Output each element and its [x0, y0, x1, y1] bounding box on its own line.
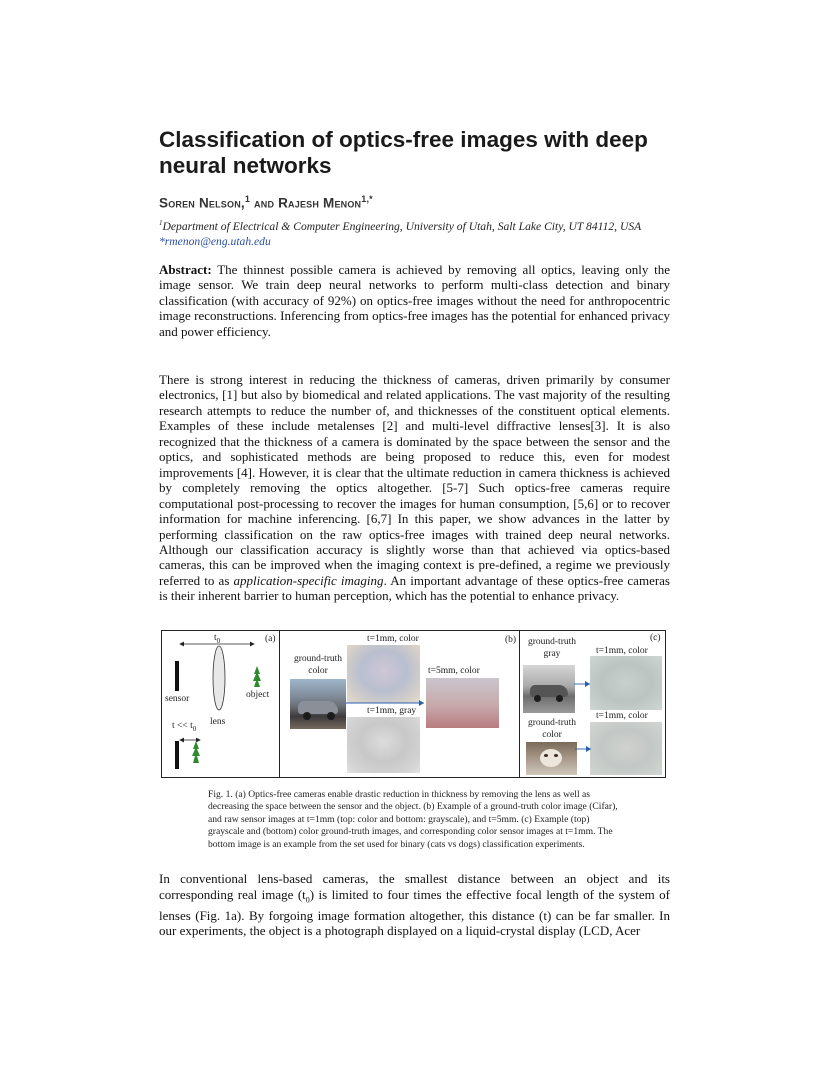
b-t1-color-label: t=1mm, color — [367, 634, 419, 644]
c-t1-color-top-label: t=1mm, color — [596, 646, 648, 656]
author-list — [159, 194, 373, 211]
paper-title: Classification of optics-free images with deep neural networks — [159, 127, 648, 178]
body2-part-2: ) is limited to four times the effective focal length of the system of lenses (Fig. 1a). By forgoing image formation altogether, this distance (t) can be far smaller. In our experiments, the object is a photograph displayed on a liquid-crystal display (LCD, Acer — [159, 886, 670, 939]
b-t5-color-label: t=5mm, color — [428, 666, 480, 676]
c-blur-top-image — [590, 656, 662, 710]
lens-shape — [213, 646, 225, 710]
affiliation-sup: 1 — [159, 219, 163, 227]
panel-c-label: (c) — [650, 633, 661, 643]
c-gt-gray-label: ground-truth gray — [527, 637, 577, 659]
c-blur-bottom-image — [590, 722, 662, 775]
t0-label: $t_0$ — [214, 633, 221, 645]
tree-object-icon — [253, 666, 261, 687]
intro-part-1: There is strong interest in reducing the thickness of cameras, driven primarily by consumer electronics, [1] but also by biomedical and related applications. The vast majority of the resulting research attempts to reduce the number of, and thicknesses of the constituent optical elements. Examples of these include metalenses [2] and multi-level diffractive lenses[3]. It is also recognized that the thickness of a camera is dominated by the space between the sensor and the optics, and sophisticated methods are being proposed to reduce this, even for modest improvements [4]. However, it is clear that the ultimate reduction in camera thickness is achieved by completely removing the optics altogether. [5-7] Such optics-free cameras require computational post-processing to recover the images for human consumption, [5,6] or to recover information for machine inferencing. [6,7] In this paper, we show advances in the latter by performing classification on the raw optics-free images with trained deep neural networks. Although our classification accuracy is slightly worse than that achieved via optics-based cameras, this can be improved when the imaging context is pre-defined, a regime we previously referred to as — [159, 372, 670, 588]
sensor-label: sensor — [165, 694, 190, 704]
figure-1-caption: Fig. 1. (a) Optics-free cameras enable drastic reduction in thickness by removing the lens as well as decreasing the space between the sensor and the object. (b) Example of a ground-truth color image (Cifar), and raw sensor images at t=1mm (top: color and bottom: grayscale), and t=5mm. (c) Example (top) grayscale and (bottom) color ground-truth images, and corresponding color sensor images at t=1mm. The bottom image is an example from the set used for binary (cats vs dogs) classification experiments. — [208, 789, 618, 850]
b-ground-truth-car-image — [290, 679, 346, 729]
panel-a-label: (a) — [265, 634, 276, 644]
body2-part-1: In conventional lens-based cameras, the smallest distance between an object and its corresponding real image (t — [159, 871, 670, 902]
intro-paragraph — [159, 372, 670, 604]
c-arrow-bottom — [575, 744, 593, 754]
c-ground-truth-gray-car — [523, 665, 575, 713]
b-blur-gray-image — [347, 717, 420, 773]
abstract-label: Abstract: — [159, 262, 212, 277]
abstract — [159, 262, 670, 339]
lens-label: lens — [210, 717, 226, 727]
author-2: Rajesh Menon — [278, 195, 362, 211]
body2-subscript: 0 — [305, 895, 310, 905]
email-link[interactable]: *rmenon@eng.utah.edu — [159, 234, 271, 248]
b-t1-gray-label: t=1mm, gray — [367, 706, 417, 716]
c-arrow-top — [574, 679, 592, 689]
sensor-bar-small — [175, 741, 179, 769]
optics-schematic — [162, 631, 279, 777]
second-paragraph — [159, 871, 670, 939]
affiliation-text: Department of Electrical & Computer Engineering, University of Utah, Salt Lake City, UT 84112, USA — [162, 219, 642, 233]
author-1-affil: 1 — [244, 194, 251, 204]
author-2-affil: 1,* — [361, 194, 373, 204]
b-blur-t5-image — [426, 678, 499, 728]
intro-italic-term: application-specific imaging — [233, 572, 384, 588]
panel-divider-a-b — [279, 631, 280, 777]
author-1: Soren Nelson, — [159, 195, 245, 211]
figure-1 — [161, 630, 666, 778]
affiliation — [159, 216, 674, 249]
c-ground-truth-cat-image — [526, 742, 577, 775]
b-arrows — [346, 687, 426, 707]
c-gt-color-label: ground-truth color — [527, 718, 577, 740]
author-and: and — [250, 195, 279, 211]
c-t1-color-bottom-label: t=1mm, color — [596, 711, 648, 721]
t-ll-t0-label: $t << t_0$ — [172, 721, 197, 733]
panel-divider-b-c — [519, 631, 520, 777]
object-label: object — [246, 690, 270, 700]
sensor-bar — [175, 661, 179, 691]
intro-part-2: . An important advantage of these optics-free cameras is their inherent barrier to human perception, which has the potential to enhance privacy. — [159, 572, 670, 604]
tree-object-icon-small — [192, 741, 200, 763]
b-ground-truth-label: ground-truth color — [293, 654, 343, 676]
panel-b-label: (b) — [505, 635, 517, 645]
abstract-text: The thinnest possible camera is achieved by removing all optics, leaving only the image sensor. We train deep neural networks to perform multi-class detection and binary classification (with accuracy of 92%) on optics-free images without the need for anthropocentric image reconstructions. Inferencing from optics-free images has the potential for enhanced privacy and power efficiency. — [159, 262, 670, 339]
